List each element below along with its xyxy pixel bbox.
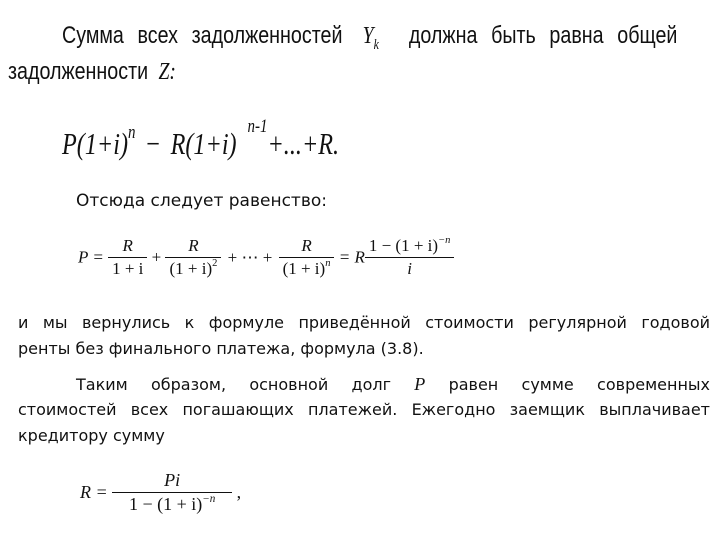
word: Сумма (62, 22, 124, 49)
term-p: P(1+i) (62, 126, 129, 161)
para3-line2: ренты без финального платежа, формула (3.8). (18, 339, 424, 358)
word: равна (549, 22, 604, 49)
word: общей (617, 22, 678, 49)
word: быть (491, 22, 536, 49)
para3-line1: и мы вернулись к формуле приведённой стоимости регулярной годовой (18, 313, 710, 332)
para4-line2: стоимостей всех погашающих платежей. Ежегодно заемщик выплачивает (18, 400, 710, 419)
lhs-p: P = (78, 247, 104, 267)
denominator: $(1 + i)^n$ (279, 257, 335, 279)
formula-payment (80, 470, 241, 515)
word: задолженности (8, 58, 149, 85)
var-y: $Y_k$ (362, 23, 379, 53)
frac-result (365, 236, 455, 279)
var-z: Z: (158, 59, 176, 85)
denominator: 1 + i (108, 257, 147, 279)
para4-line3: кредитору сумму (18, 426, 165, 445)
denominator: $(1 + i)^2$ (165, 257, 221, 279)
exp-n: n (128, 122, 136, 143)
para1-line1 (62, 22, 678, 54)
plus-sign: + (151, 247, 162, 267)
formula-sum (62, 116, 340, 162)
term-r: R(1+i) (170, 126, 237, 161)
numerator: R (301, 236, 312, 255)
word: всех (137, 22, 178, 49)
exp-n-1: n-1 (247, 116, 268, 137)
term-tail: +...+R. (267, 126, 340, 161)
frac-payment (112, 470, 232, 515)
para2-text: Отсюда следует равенство: (76, 191, 327, 211)
equals-r: = R (338, 247, 365, 267)
var-p: P (414, 374, 426, 394)
para1-line2 (8, 58, 176, 86)
frac-term2 (165, 236, 221, 279)
numerator: R (188, 236, 199, 255)
comma: , (236, 482, 242, 502)
lhs-r: R = (80, 482, 108, 502)
word: должна (408, 22, 478, 49)
numerator: R (122, 236, 133, 255)
numerator: $1 - (1 + i)^{-n}$ (368, 235, 451, 255)
numerator: Pi (164, 470, 181, 490)
para4-line1: Таким образом, основной долг P равен сумме современных (76, 374, 711, 394)
frac-term1 (108, 236, 147, 279)
formula-equality (78, 236, 454, 292)
denominator: i (365, 257, 455, 279)
frac-term3 (279, 236, 335, 279)
word: задолженностей (191, 22, 343, 49)
minus-sign: − (146, 126, 160, 161)
denominator: $1 - (1 + i)^{-n}$ (112, 492, 232, 515)
ellipsis: + ⋯ + (227, 247, 273, 267)
